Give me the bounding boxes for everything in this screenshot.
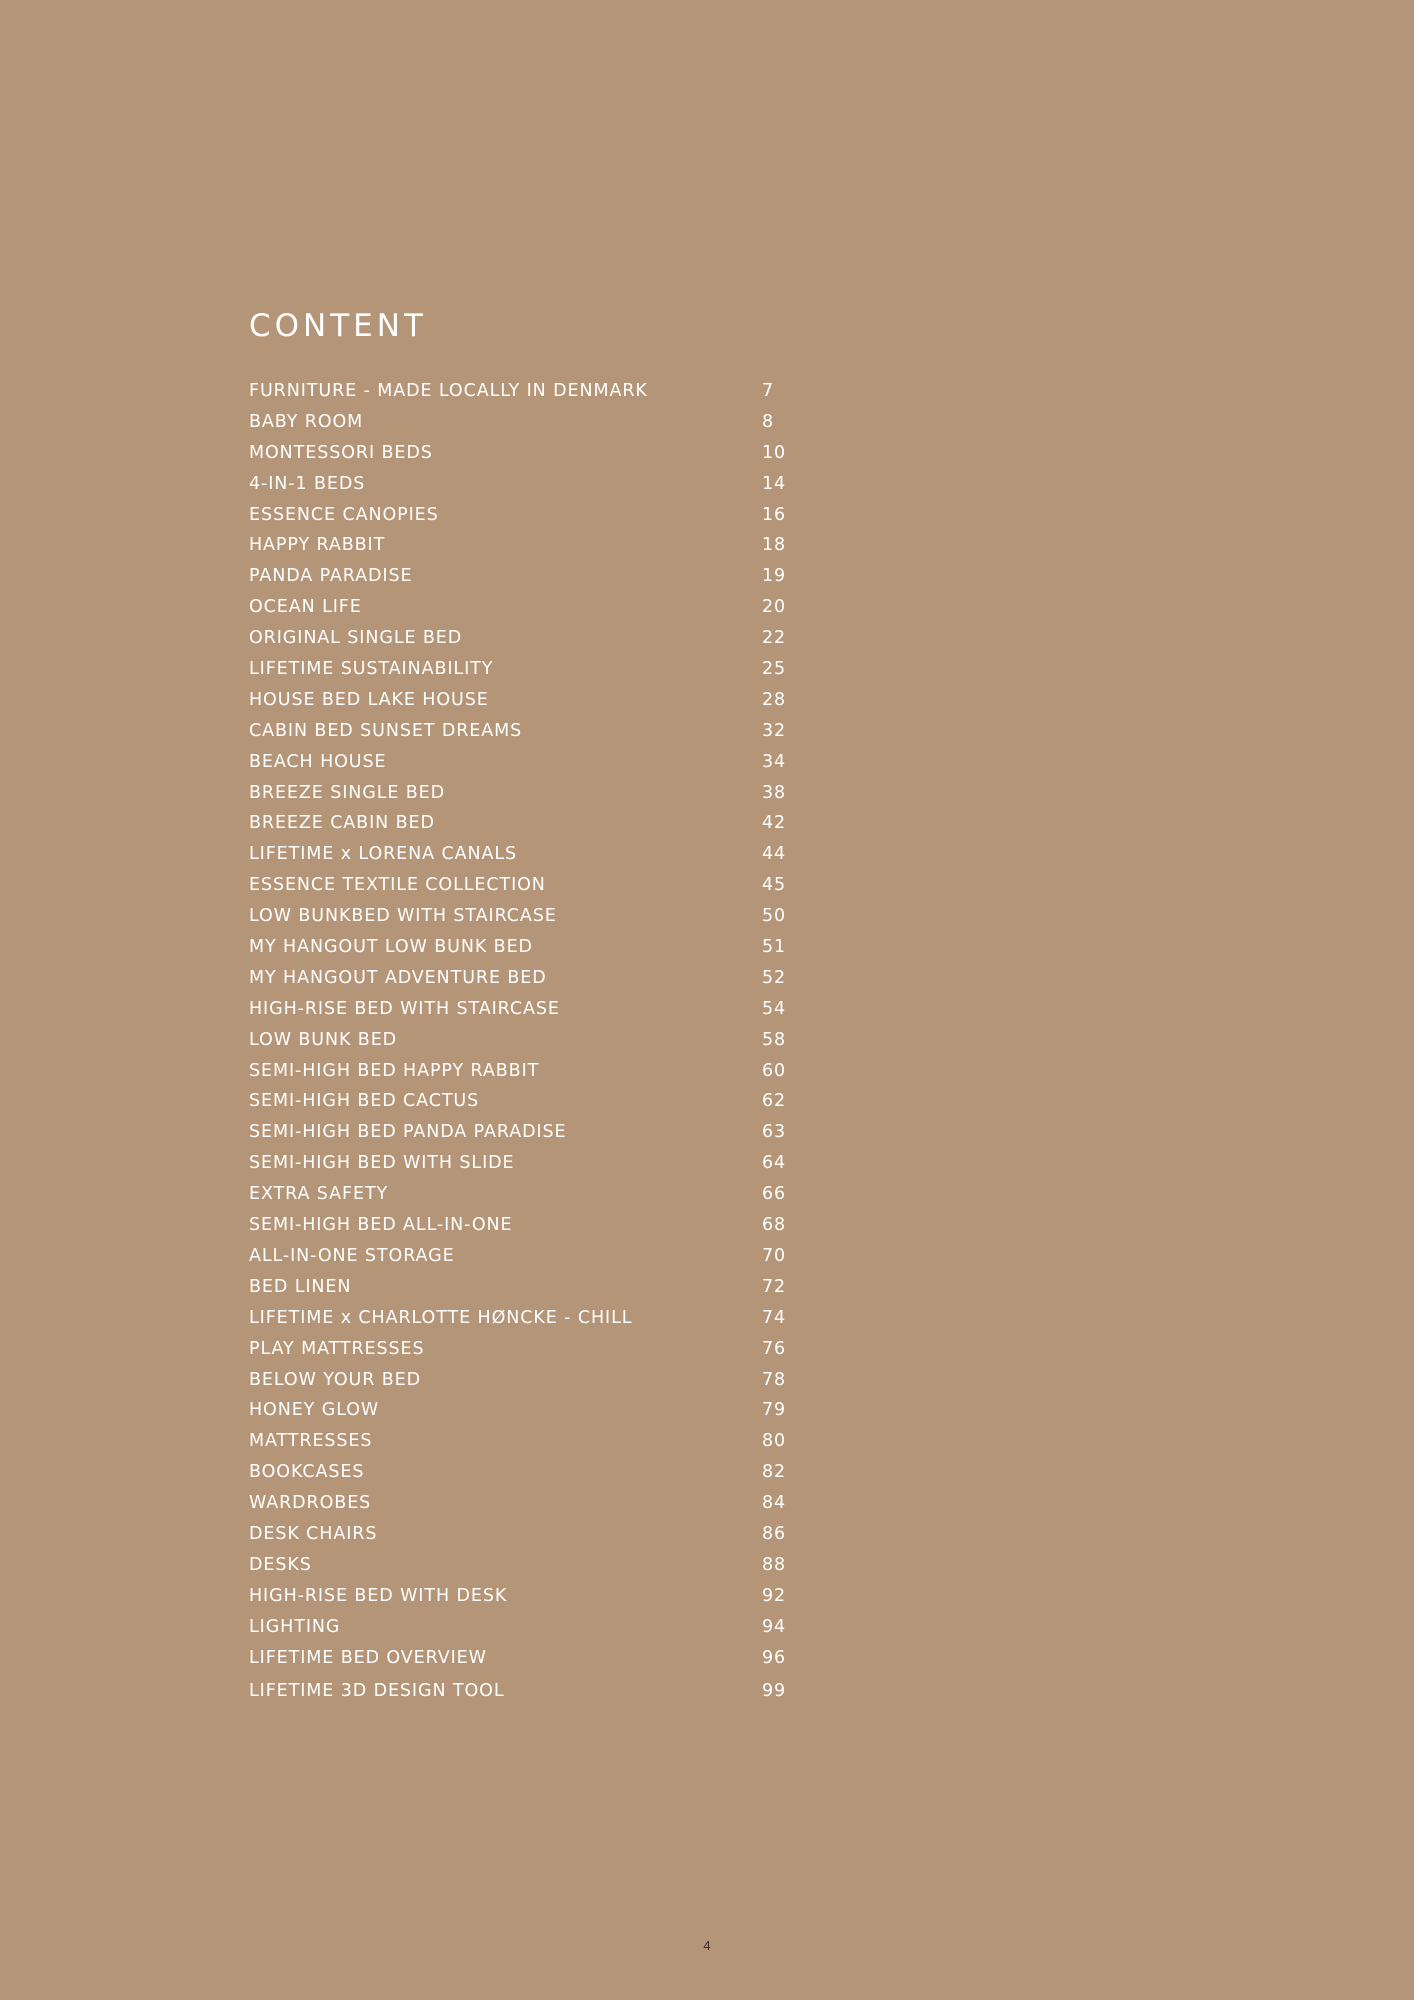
toc-entry-title: BREEZE CABIN BED (249, 813, 435, 834)
toc-entry-page: 10 (762, 442, 787, 463)
toc-entry[interactable] (249, 870, 809, 901)
toc-entry-page: 80 (762, 1431, 787, 1452)
toc-entry[interactable] (249, 963, 809, 994)
toc-entry-title: CABIN BED SUNSET DREAMS (249, 720, 523, 741)
toc-entry[interactable] (249, 1025, 809, 1056)
page-title: CONTENT (249, 308, 427, 344)
toc-entry[interactable] (249, 1272, 809, 1303)
toc-entry-title: LIGHTING (249, 1616, 341, 1637)
toc-entry[interactable] (249, 1457, 809, 1488)
toc-entry-page: 82 (762, 1462, 787, 1483)
toc-entry-page: 18 (762, 535, 787, 556)
toc-entry-title: LOW BUNKBED WITH STAIRCASE (249, 906, 557, 927)
toc-entry-title: DESKS (249, 1554, 312, 1575)
toc-entry-page: 62 (762, 1091, 787, 1112)
toc-entry-page: 72 (762, 1276, 787, 1297)
toc-entry[interactable] (249, 1519, 809, 1550)
toc-entry[interactable] (249, 1241, 809, 1272)
toc-entry-page: 51 (762, 937, 787, 958)
toc-entry-page: 19 (762, 566, 787, 587)
toc-entry[interactable] (249, 685, 809, 716)
page-number: 4 (703, 1938, 711, 1953)
toc-entry[interactable] (249, 407, 809, 438)
toc-entry[interactable] (249, 592, 809, 623)
toc-entry-page: 38 (762, 782, 787, 803)
toc-entry-title: PANDA PARADISE (249, 566, 413, 587)
toc-entry-page: 8 (762, 411, 775, 432)
toc-entry[interactable] (249, 1550, 809, 1581)
toc-entry-title: 4-IN-1 BEDS (249, 473, 366, 494)
toc-entry-title: MY HANGOUT ADVENTURE BED (249, 967, 547, 988)
toc-entry-page: 79 (762, 1400, 787, 1421)
toc-entry-page: 60 (762, 1060, 787, 1081)
toc-entry[interactable] (249, 1676, 809, 1707)
toc-entry-page: 86 (762, 1523, 787, 1544)
toc-entry[interactable] (249, 994, 809, 1025)
toc-entry-page: 32 (762, 720, 787, 741)
toc-entry[interactable] (249, 654, 809, 685)
toc-entry[interactable] (249, 1179, 809, 1210)
toc-entry-title: WARDROBES (249, 1493, 372, 1514)
toc-entry[interactable] (249, 1395, 809, 1426)
toc-entry-title: BOOKCASES (249, 1462, 365, 1483)
toc-entry-title: ORIGINAL SINGLE BED (249, 628, 463, 649)
toc-entry[interactable] (249, 1365, 809, 1396)
toc-entry-page: 74 (762, 1307, 787, 1328)
toc-entry[interactable] (249, 1210, 809, 1241)
toc-entry-title: BELOW YOUR BED (249, 1369, 422, 1390)
toc-entry-page: 84 (762, 1493, 787, 1514)
toc-entry-title: SEMI-HIGH BED ALL-IN-ONE (249, 1215, 513, 1236)
toc-entry-title: BREEZE SINGLE BED (249, 782, 446, 803)
toc-entry-title: DESK CHAIRS (249, 1523, 378, 1544)
toc-entry-title: BEACH HOUSE (249, 751, 387, 772)
toc-entry-page: 64 (762, 1153, 787, 1174)
toc-entry-title: MONTESSORI BEDS (249, 442, 433, 463)
toc-entry[interactable] (249, 1643, 809, 1674)
toc-entry-title: LIFETIME 3D DESIGN TOOL (249, 1681, 505, 1702)
toc-entry-title: ALL-IN-ONE STORAGE (249, 1245, 455, 1266)
toc-entry-page: 22 (762, 628, 787, 649)
toc-entry-page: 58 (762, 1029, 787, 1050)
toc-entry[interactable] (249, 1086, 809, 1117)
toc-entry[interactable] (249, 747, 809, 778)
toc-entry-title: FURNITURE - MADE LOCALLY IN DENMARK (249, 381, 648, 401)
toc-entry-title: BED LINEN (249, 1276, 352, 1297)
toc-entry-title: LOW BUNK BED (249, 1029, 398, 1050)
toc-entry-title: PLAY MATTRESSES (249, 1338, 425, 1359)
toc-entry[interactable] (249, 376, 809, 407)
toc-entry-title: HAPPY RABBIT (249, 535, 386, 556)
toc-entry[interactable] (249, 1612, 809, 1643)
toc-entry[interactable] (249, 561, 809, 592)
toc-entry-title: HIGH-RISE BED WITH DESK (249, 1585, 508, 1606)
toc-entry-page: 96 (762, 1647, 787, 1668)
toc-entry-page: 45 (762, 875, 787, 896)
toc-entry-title: LIFETIME x LORENA CANALS (249, 844, 517, 865)
toc-entry-page: 88 (762, 1554, 787, 1575)
toc-entry-title: SEMI-HIGH BED CACTUS (249, 1091, 480, 1112)
table-of-contents (249, 376, 809, 1707)
toc-entry[interactable] (249, 716, 809, 747)
toc-entry-title: MY HANGOUT LOW BUNK BED (249, 937, 533, 958)
toc-entry[interactable] (249, 932, 809, 963)
toc-entry-page: 16 (762, 504, 787, 525)
toc-entry-page: 44 (762, 844, 787, 865)
toc-entry-page: 92 (762, 1585, 787, 1606)
toc-entry[interactable] (249, 778, 809, 809)
toc-entry[interactable] (249, 1148, 809, 1179)
toc-entry-title: SEMI-HIGH BED HAPPY RABBIT (249, 1060, 540, 1081)
toc-entry-page: 28 (762, 689, 787, 710)
toc-entry[interactable] (249, 1056, 809, 1087)
toc-entry-page: 20 (762, 597, 787, 618)
toc-entry-page: 63 (762, 1122, 787, 1143)
toc-entry-page: 14 (762, 473, 787, 494)
toc-entry-page: 99 (762, 1681, 787, 1702)
toc-entry-page: 42 (762, 813, 787, 834)
toc-entry[interactable] (249, 1488, 809, 1519)
toc-entry-page: 52 (762, 967, 787, 988)
toc-entry-title: LIFETIME BED OVERVIEW (249, 1647, 487, 1668)
toc-entry-title: ESSENCE CANOPIES (249, 504, 439, 525)
toc-entry-page: 66 (762, 1184, 787, 1205)
toc-entry[interactable] (249, 1426, 809, 1457)
toc-entry[interactable] (249, 623, 809, 654)
toc-entry-title: LIFETIME SUSTAINABILITY (249, 659, 494, 680)
toc-entry[interactable] (249, 1581, 809, 1612)
toc-entry-page: 68 (762, 1215, 787, 1236)
toc-entry-page: 78 (762, 1369, 787, 1390)
toc-entry[interactable] (249, 808, 809, 839)
toc-entry[interactable] (249, 438, 809, 469)
toc-entry[interactable] (249, 839, 809, 870)
toc-entry-page: 34 (762, 751, 787, 772)
toc-entry-title: EXTRA SAFETY (249, 1184, 389, 1205)
toc-entry-title: SEMI-HIGH BED PANDA PARADISE (249, 1122, 567, 1143)
toc-entry[interactable] (249, 530, 809, 561)
toc-entry-page: 76 (762, 1338, 787, 1359)
toc-entry[interactable] (249, 901, 809, 932)
toc-entry-title: SEMI-HIGH BED WITH SLIDE (249, 1153, 515, 1174)
toc-entry-title: HIGH-RISE BED WITH STAIRCASE (249, 998, 560, 1019)
toc-entry[interactable] (249, 1303, 809, 1334)
toc-entry-title: HOUSE BED LAKE HOUSE (249, 689, 489, 710)
toc-entry-page: 7 (762, 381, 775, 401)
toc-entry[interactable] (249, 1117, 809, 1148)
toc-entry-title: MATTRESSES (249, 1431, 373, 1452)
toc-entry-title: OCEAN LIFE (249, 597, 362, 618)
toc-entry-title: LIFETIME x CHARLOTTE HØNCKE - CHILL (249, 1307, 633, 1328)
toc-entry[interactable] (249, 500, 809, 531)
toc-entry-page: 70 (762, 1245, 787, 1266)
toc-entry-page: 25 (762, 659, 787, 680)
toc-entry[interactable] (249, 1334, 809, 1365)
toc-entry-title: BABY ROOM (249, 411, 364, 432)
toc-entry-page: 54 (762, 998, 787, 1019)
toc-entry-title: ESSENCE TEXTILE COLLECTION (249, 875, 546, 896)
toc-entry[interactable] (249, 469, 809, 500)
toc-entry-page: 94 (762, 1616, 787, 1637)
toc-entry-title: HONEY GLOW (249, 1400, 380, 1421)
toc-entry-page: 50 (762, 906, 787, 927)
